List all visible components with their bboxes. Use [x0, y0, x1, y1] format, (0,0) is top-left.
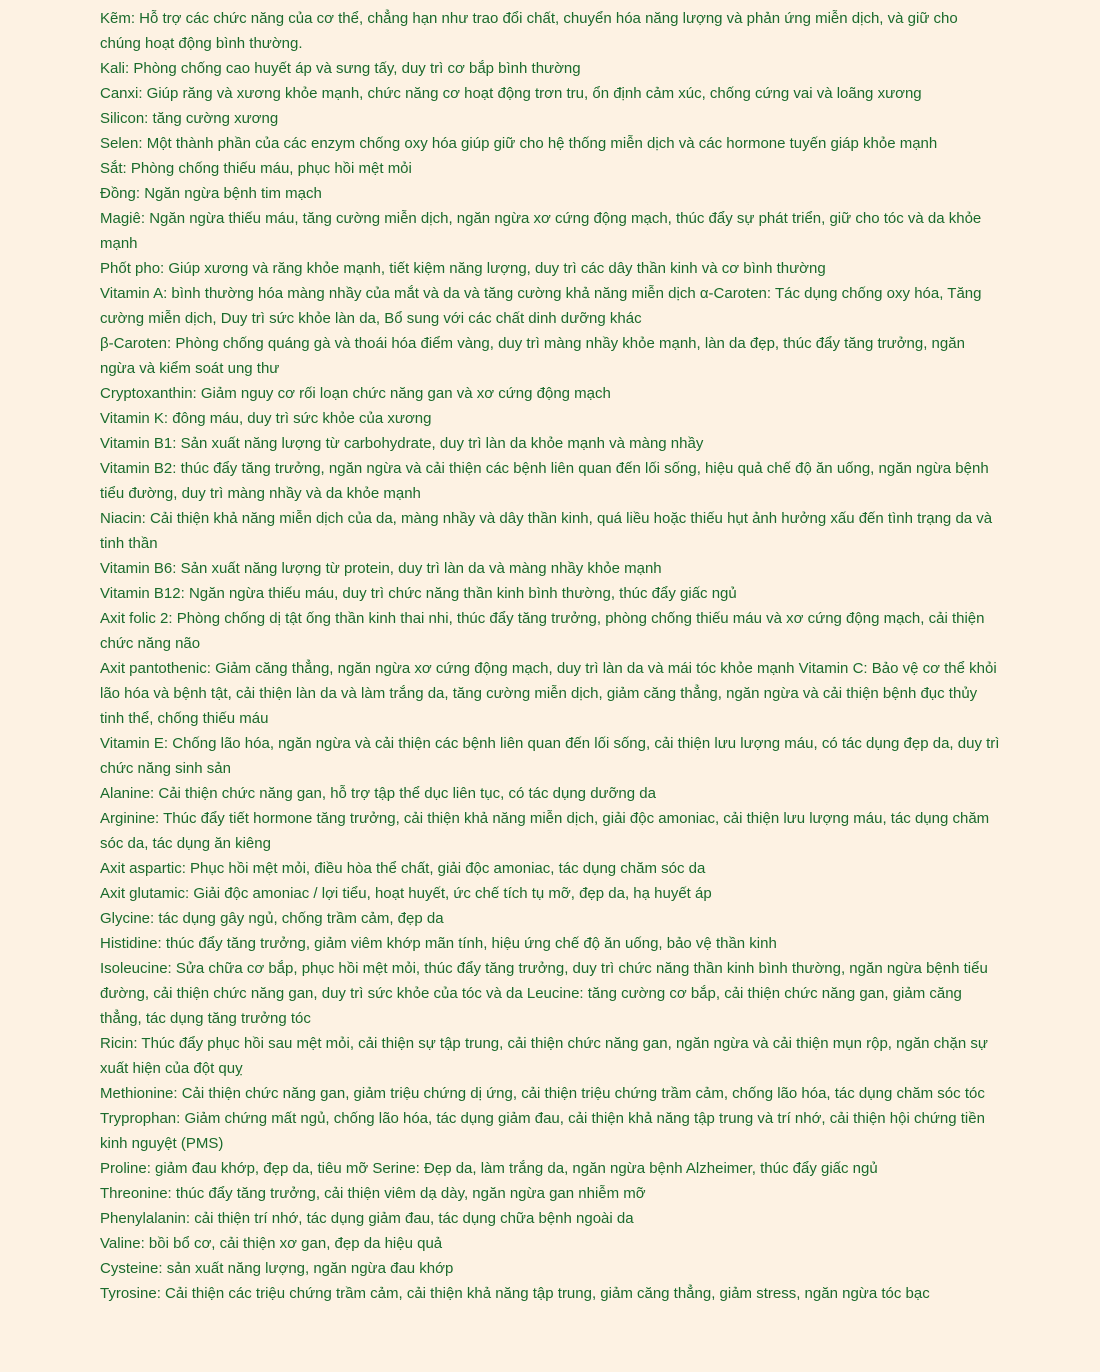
- nutrient-item-selenium: Selen: Một thành phần của các enzym chống oxy hóa giúp giữ cho hệ thống miễn dịch và các hormone tuyến giáp khỏe mạnh: [100, 135, 938, 152]
- nutrient-item-glycine: Glycine: tác dụng gây ngủ, chống trầm cảm, đẹp da: [100, 910, 444, 927]
- nutrient-item-tryptophan: Tryprophan: Giảm chứng mất ngủ, chống lão hóa, tác dụng giảm đau, cải thiện khả năng tập trung và trí nhớ, cải thiện hội chứng tiền kinh nguyệt (PMS): [100, 1110, 985, 1152]
- nutrient-item-cryptoxanthin: Cryptoxanthin: Giảm nguy cơ rối loạn chức năng gan và xơ cứng động mạch: [100, 385, 611, 402]
- nutrient-item-aspartic-acid: Axit aspartic: Phục hồi mệt mỏi, điều hòa thể chất, giải độc amoniac, tác dụng chăm sóc da: [100, 860, 706, 877]
- nutrient-item-phosphorus: Phốt pho: Giúp xương và răng khỏe mạnh, tiết kiệm năng lượng, duy trì các dây thần kinh và cơ bình thường: [100, 260, 826, 277]
- nutrient-item-iron: Sắt: Phòng chống thiếu máu, phục hồi mệt mỏi: [100, 160, 412, 177]
- nutrient-item-magnesium: Magiê: Ngăn ngừa thiếu máu, tăng cường miễn dịch, ngăn ngừa xơ cứng động mạch, thúc đẩy sự phát triển, giữ cho tóc và da khỏe mạnh: [100, 210, 982, 252]
- nutrient-item-vitamin-e: Vitamin E: Chống lão hóa, ngăn ngừa và cải thiện các bệnh liên quan đến lối sống, cải thiện lưu lượng máu, có tác dụng đẹp da, duy trì chức năng sinh sản: [100, 735, 1000, 777]
- nutrient-item-vitamin-b2: Vitamin B2: thúc đẩy tăng trưởng, ngăn ngừa và cải thiện các bệnh liên quan đến lối sống, hiệu quả chế độ ăn uống, ngăn ngừa bệnh tiểu đường, duy trì màng nhầy và da khỏe mạnh: [100, 460, 989, 502]
- nutrient-item-vitamin-b1: Vitamin B1: Sản xuất năng lượng từ carbohydrate, duy trì làn da khỏe mạnh và màng nhầy: [100, 435, 704, 452]
- nutrient-item-cysteine: Cysteine: sản xuất năng lượng, ngăn ngừa đau khớp: [100, 1260, 454, 1277]
- nutrient-item-isoleucine: Isoleucine: Sửa chữa cơ bắp, phục hồi mệt mỏi, thúc đẩy tăng trưởng, duy trì chức năng thần kinh bình thường, ngăn ngừa bệnh tiểu đường, cải thiện chức năng gan, duy trì sức khỏe của tóc và da Leucine: tăng cường cơ bắp, cải thiện chức năng gan, giảm căng thẳng, tác dụng tăng trưởng tóc: [100, 960, 988, 1027]
- nutrient-item-potassium: Kali: Phòng chống cao huyết áp và sưng tấy, duy trì cơ bắp bình thường: [100, 60, 581, 77]
- nutrient-item-proline: Proline: giảm đau khớp, đẹp da, tiêu mỡ Serine: Đẹp da, làm trắng da, ngăn ngừa bệnh Alzheimer, thúc đẩy giấc ngủ: [100, 1160, 878, 1177]
- nutrient-item-methionine: Methionine: Cải thiện chức năng gan, giảm triệu chứng dị ứng, cải thiện triệu chứng trầm cảm, chống lão hóa, tác dụng chăm sóc tóc: [100, 1085, 985, 1102]
- nutrient-item-niacin: Niacin: Cải thiện khả năng miễn dịch của da, màng nhầy và dây thần kinh, quá liều hoặc thiếu hụt ảnh hưởng xấu đến tình trạng da và tinh thần: [100, 510, 993, 552]
- nutrient-item-histidine: Histidine: thúc đẩy tăng trưởng, giảm viêm khớp mãn tính, hiệu ứng chế độ ăn uống, bảo vệ thần kinh: [100, 935, 777, 952]
- nutrient-item-valine: Valine: bồi bổ cơ, cải thiện xơ gan, đẹp da hiệu quả: [100, 1235, 443, 1252]
- nutrient-item-copper: Đồng: Ngăn ngừa bệnh tim mạch: [100, 185, 322, 202]
- nutrient-item-vitamin-a: Vitamin A: bình thường hóa màng nhầy của mắt và da và tăng cường khả năng miễn dịch α-Caroten: Tác dụng chống oxy hóa, Tăng cường miễn dịch, Duy trì sức khỏe làn da, Bổ sung với các chất dinh dưỡng khác: [100, 285, 982, 327]
- nutrient-item-vitamin-k: Vitamin K: đông máu, duy trì sức khỏe của xương: [100, 410, 432, 427]
- nutrient-item-beta-carotene: β-Caroten: Phòng chống quáng gà và thoái hóa điểm vàng, duy trì màng nhầy khỏe mạnh, làn da đẹp, thúc đẩy tăng trưởng, ngăn ngừa và kiểm soát ung thư: [100, 335, 965, 377]
- nutrient-item-calcium: Canxi: Giúp răng và xương khỏe mạnh, chức năng cơ hoạt động trơn tru, ổn định cảm xúc, chống cứng vai và loãng xương: [100, 85, 922, 102]
- nutrient-item-pantothenic-acid: Axit pantothenic: Giảm căng thẳng, ngăn ngừa xơ cứng động mạch, duy trì làn da và mái tóc khỏe mạnh Vitamin C: Bảo vệ cơ thể khỏi lão hóa và bệnh tật, cải thiện làn da và làm trắng da, tăng cường miễn dịch, giảm căng thẳng, ngăn ngừa và cải thiện bệnh đục thủy tinh thể, chống thiếu máu: [100, 660, 997, 727]
- nutrient-list: [100, 6, 1000, 1306]
- nutrient-item-tyrosine: Tyrosine: Cải thiện các triệu chứng trầm cảm, cải thiện khả năng tập trung, giảm căng thẳng, giảm stress, ngăn ngừa tóc bạc: [100, 1285, 930, 1302]
- nutrient-item-threonine: Threonine: thúc đẩy tăng trưởng, cải thiện viêm dạ dày, ngăn ngừa gan nhiễm mỡ: [100, 1185, 646, 1202]
- nutrient-item-vitamin-b12: Vitamin B12: Ngăn ngừa thiếu máu, duy trì chức năng thần kinh bình thường, thúc đẩy giấc ngủ: [100, 585, 737, 602]
- nutrient-item-arginine: Arginine: Thúc đẩy tiết hormone tăng trưởng, cải thiện khả năng miễn dịch, giải độc amoniac, cải thiện lưu lượng máu, tác dụng chăm sóc da, tác dụng ăn kiêng: [100, 810, 990, 852]
- nutrient-item-silicon: Silicon: tăng cường xương: [100, 110, 279, 127]
- nutrient-item-zinc: Kẽm: Hỗ trợ các chức năng của cơ thể, chẳng hạn như trao đổi chất, chuyển hóa năng lượng và phản ứng miễn dịch, và giữ cho chúng hoạt động bình thường.: [100, 10, 958, 52]
- nutrient-item-alanine: Alanine: Cải thiện chức năng gan, hỗ trợ tập thể dục liên tục, có tác dụng dưỡng da: [100, 785, 656, 802]
- nutrient-item-glutamic-acid: Axit glutamic: Giải độc amoniac / lợi tiểu, hoạt huyết, ức chế tích tụ mỡ, đẹp da, hạ huyết áp: [100, 885, 712, 902]
- nutrient-item-phenylalanine: Phenylalanin: cải thiện trí nhớ, tác dụng giảm đau, tác dụng chữa bệnh ngoài da: [100, 1210, 634, 1227]
- nutrient-item-vitamin-b6: Vitamin B6: Sản xuất năng lượng từ protein, duy trì làn da và màng nhầy khỏe mạnh: [100, 560, 662, 577]
- nutrient-item-folic-acid: Axit folic 2: Phòng chống dị tật ống thần kinh thai nhi, thúc đẩy tăng trưởng, phòng chống thiếu máu và xơ cứng động mạch, cải thiện chức năng não: [100, 610, 985, 652]
- nutrient-item-ricin: Ricin: Thúc đẩy phục hồi sau mệt mỏi, cải thiện sự tập trung, cải thiện chức năng gan, ngăn ngừa và cải thiện mụn rộp, ngăn chặn sự xuất hiện của đột quỵ: [100, 1035, 988, 1077]
